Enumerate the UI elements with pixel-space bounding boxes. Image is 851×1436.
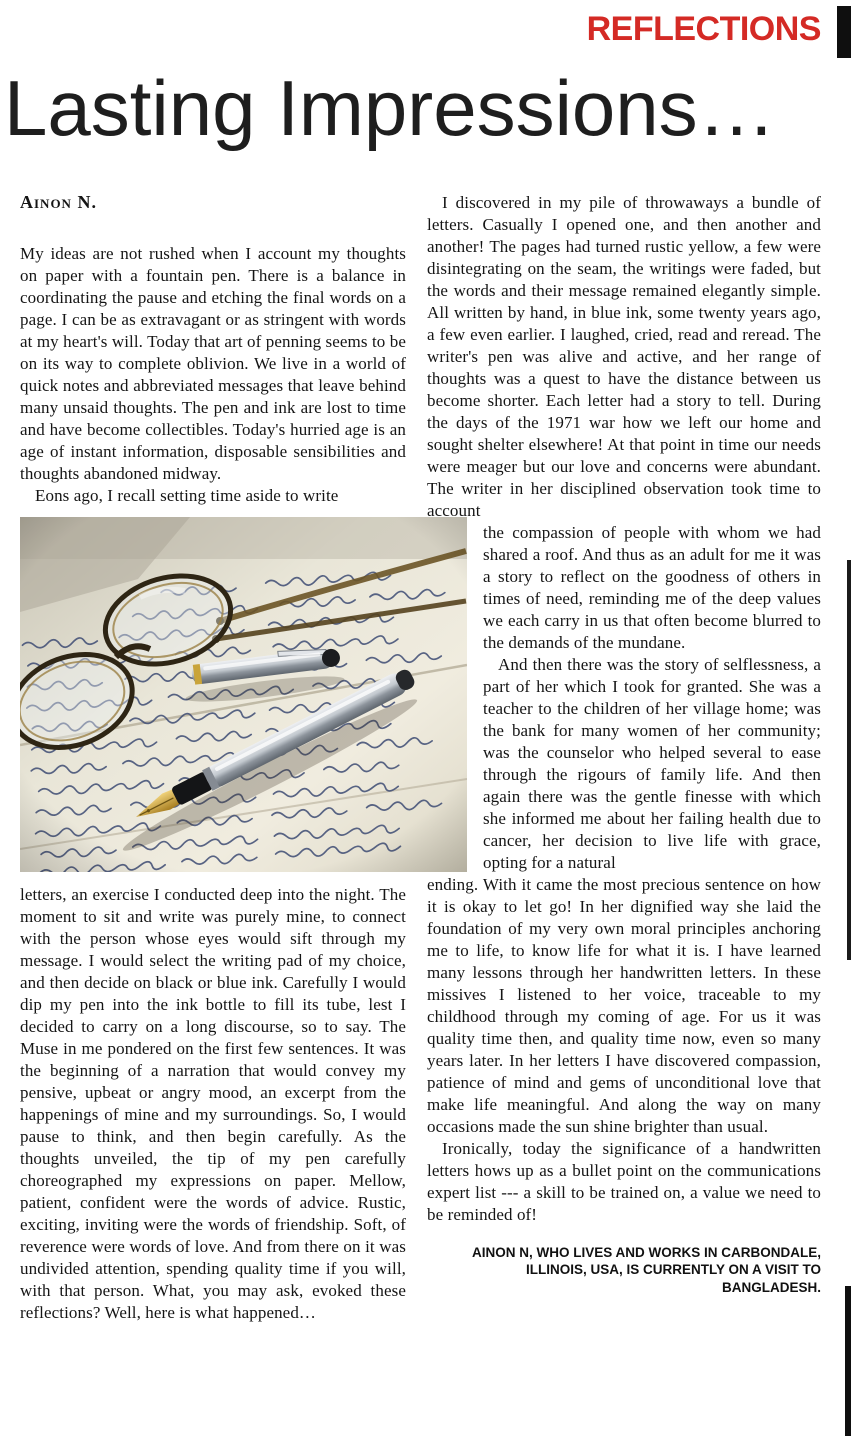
article-paragraph: ending. With it came the most precious sentence on how it is okay to let go! In her dignified way she laid the foundation of my very own moral principles anchoring me to life, to know life for what it is. I have learned many lessons through her handwritten letters. In these missives I listened to her voice, traceable to my childhood through my coming of age. For us it was quality time then, and quality time now, even so many years later. In her letters I have discovered compassion, patience of mind and gems of unconditional love that make life meaningful. And along the way on many occasions made the sun shine brighter than usual. (427, 874, 821, 1136)
letters-photo-illustration (20, 517, 467, 872)
article-paragraph: Ironically, today the significance of a handwritten letters hows up as a bullet point on the communications expert list --- a skill to be trained on, a value we need to be reminded of! (427, 1138, 821, 1224)
section-label: REFLECTIONS (586, 10, 821, 48)
scan-edge-artifact (837, 6, 851, 58)
right-column (427, 192, 821, 1324)
author-note: AINON N, WHO LIVES AND WORKS IN CARBONDALE, ILLINOIS, USA, IS CURRENTLY ON A VISIT TO BANGLADESH. (472, 1244, 821, 1295)
article-paragraph: the compassion of people with whom we had shared a roof. And thus as an adult for me it was a story to reflect on the goodness of others in times of need, reminding me of the deep values we each carry in us that often become blurred to the demands of the mundane. (483, 522, 821, 652)
scan-edge-artifact (847, 560, 851, 960)
byline: Ainon N. (20, 191, 97, 212)
article-paragraph: And then there was the story of selflessness, a part of her which I took for granted. She was a teacher to the children of her village home; was the bank for many women of her community; was the counselor who helped several to ease through the rigours of family life. And then again there was the gentle finesse with which she informed me about her failing health due to cancer, her decision to live life with grace, opting for a natural (483, 654, 821, 872)
article-paragraph: letters, an exercise I conducted deep into the night. The moment to sit and write was purely mine, to connect with the person whose eyes would sift through my message. I would select the writing pad of my choice, and then decide on black or blue ink. Carefully I would dip my pen into the ink bottle to fill its tube, lest I decided to carry on a long discourse, so to say. The Muse in me pondered on the first few sentences. It was the beginning of a narration that would convey my pensive, upbeat or angry mood, an excerpt from the happenings of mine and my surroundings. So, I would pause to think, and then begin carefully. As the thoughts unveiled, the tip of my pen carefully choreographed my expressions on paper. Mellow, patient, confident were the words of advice. Rustic, exciting, inviting were the words of friendship. Soft, of reverence were words of love. And from there on it was undivided attention, spending quality time if you will, with that person. What, you may ask, evoked these reflections? Well, here is what happened… (20, 884, 406, 1322)
article-columns (20, 192, 821, 1324)
photo-wrap-text (483, 522, 821, 874)
article-paragraph: My ideas are not rushed when I account my thoughts on paper with a fountain pen. There is a balance in coordinating the pause and etching the final words on a page. I can be as extravagant or as stringent with words at my heart's will. Today that art of penning seems to be on its way to complete oblivion. We live in a world of quick notes and abbreviated messages that leave behind many unsaid thoughts. The pen and ink are lost to time and have become collectibles. Today's hurried age is an age of instant information, disposable sensibilities and thoughts abandoned midway. (20, 243, 406, 483)
letters-photo (20, 517, 467, 872)
page-title: Lasting Impressions… (4, 64, 776, 152)
article-paragraph: I discovered in my pile of throwaways a bundle of letters. Casually I opened one, and then another and another! The pages had turned rustic yellow, a few were disintegrating on the seam, the writings were faded, but the words and their message remained elegantly simple. All written by hand, in blue ink, some twenty years ago, a few even earlier. I laughed, cried, read and reread. The writer's pen was alive and active, and her range of thoughts was a quest to have the distance between us become shorter. Each letter had a story to tell. During the days of the 1971 war how we left our home and sought shelter elsewhere! At that point in time our needs were meager but our love and concerns were abundant. The writer in her disciplined observation took time to account (427, 192, 821, 520)
left-column (20, 192, 406, 1324)
scan-edge-artifact (845, 1286, 851, 1436)
article-paragraph: Eons ago, I recall setting time aside to write (35, 485, 339, 505)
